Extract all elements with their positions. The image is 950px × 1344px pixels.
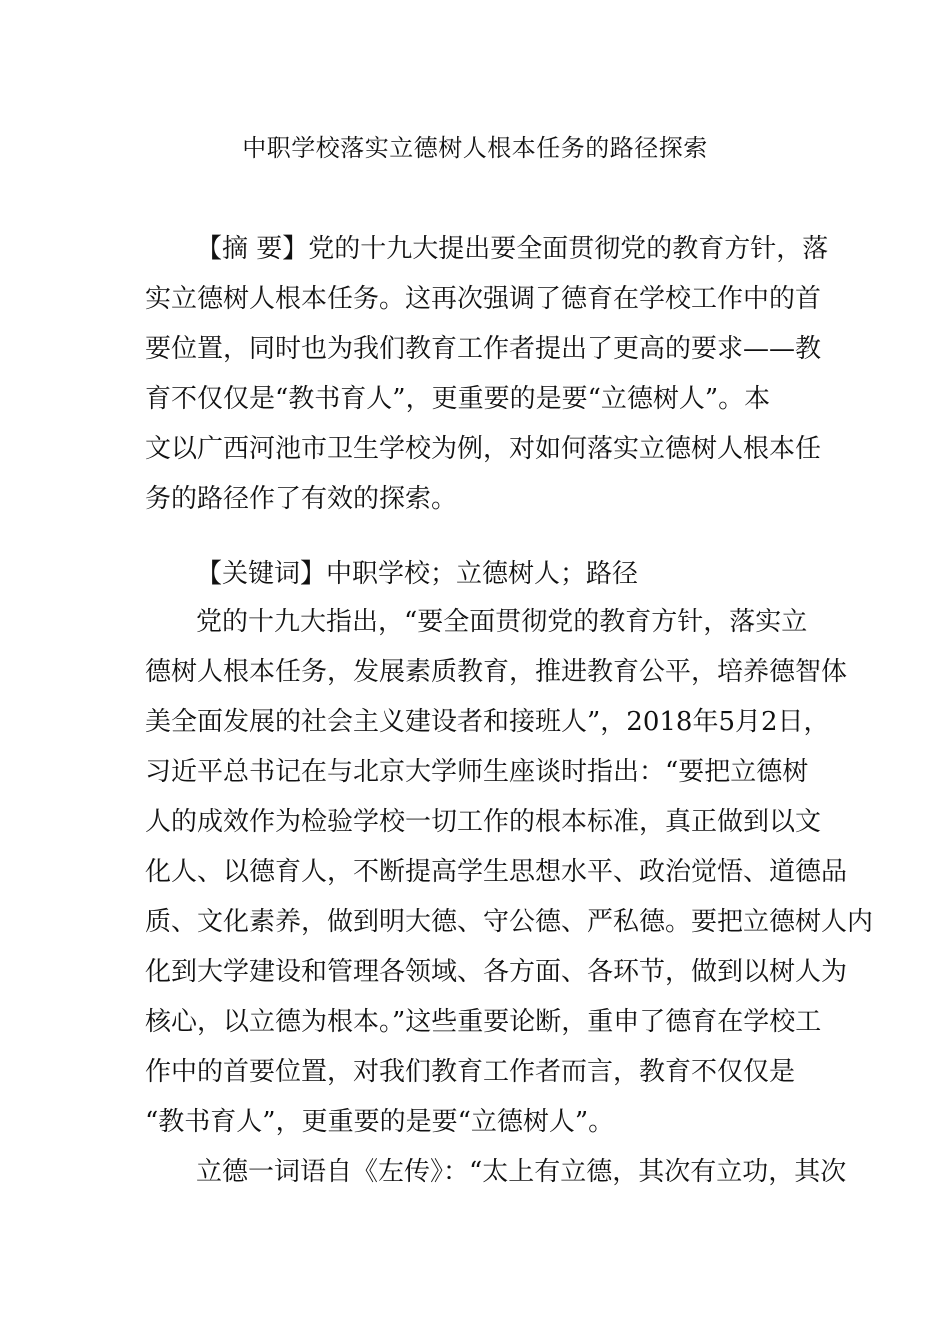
document-title: 中职学校落实立德树人根本任务的路径探索 [242,134,708,162]
body-line: 立德一词语自《左传》：“太上有立德，其次有立功，其次 [196,1157,847,1187]
keywords-line: 【关键词】中职学校；立德树人；路径 [196,559,639,589]
body-line: 化人、以德育人，不断提高学生思想水平、政治觉悟、道德品 [145,857,848,887]
body-line: 作中的首要位置，对我们教育工作者而言，教育不仅仅是 [145,1057,796,1087]
abstract-line: 实立德树人根本任务。这再次强调了德育在学校工作中的首 [145,284,822,314]
abstract-line: 【摘 要】党的十九大提出要全面贯彻党的教育方针，落 [196,234,829,264]
body-line: 德树人根本任务，发展素质教育，推进教育公平，培养德智体 [145,657,848,687]
body-line: 化到大学建设和管理各领域、各方面、各环节，做到以树人为 [145,957,848,987]
body-line: 习近平总书记在与北京大学师生座谈时指出：“要把立德树 [145,757,809,787]
abstract-line: 要位置，同时也为我们教育工作者提出了更高的要求——教 [145,334,822,364]
body-line: 美全面发展的社会主义建设者和接班人”，2018年5月2日， [145,707,830,737]
abstract-line: 文以广西河池市卫生学校为例，对如何落实立德树人根本任 [145,434,822,464]
abstract-line: 务的路径作了有效的探索。 [145,484,458,514]
abstract-line: 育不仅仅是“教书育人”，更重要的是要“立德树人”。本 [145,384,771,414]
body-line: 质、文化素养，做到明大德、守公德、严私德。要把立德树人内 [145,907,874,937]
body-line: “教书育人”，更重要的是要“立德树人”。 [145,1107,615,1137]
body-line: 核心，以立德为根本。”这些重要论断，重申了德育在学校工 [145,1007,822,1037]
body-line: 党的十九大指出，“要全面贯彻党的教育方针，落实立 [196,607,808,637]
body-line: 人的成效作为检验学校一切工作的根本标准，真正做到以文 [145,807,822,837]
